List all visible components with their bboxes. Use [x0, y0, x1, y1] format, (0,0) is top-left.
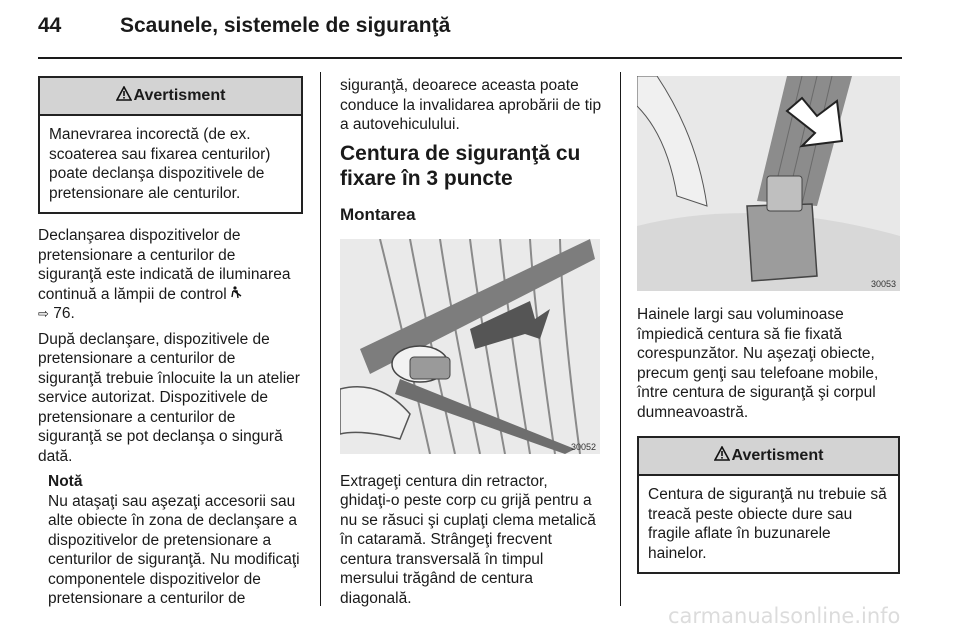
paragraph-pretensioner-indicator [38, 226, 303, 324]
footer-watermark: carmanualsonline.info [668, 604, 901, 628]
seatbelt-fastening-illustration [340, 239, 600, 454]
page-title: Scaunele, sistemele de siguranţă [120, 14, 451, 37]
page-number: 44 [38, 14, 62, 37]
column-3 [637, 76, 902, 574]
warning-body: Centura de siguranţă nu trebuie să treacă peste obiecte dure sau fragile aflate în buzunarele hainelor. [648, 486, 887, 562]
paragraph-fastening: Extrageţi centura din retractor, ghidaţi-o peste corp cu grijă pentru a nu se răsuci şi cuplaţi clema metalică în cataramă. Strângeţi frecvent centura transversală în timpul mersului trăgând de centura diagonală. [340, 472, 596, 607]
cross-reference-arrow-icon: ⇨ [38, 306, 49, 321]
column-divider-right [620, 72, 621, 606]
paragraph-continued: siguranţă, deoarece aceasta poate conduce la invalidarea aprobării de tip a autovehiculului. [340, 77, 602, 133]
paragraph-clothing: Hainele largi sau voluminoase împiedică centura să fie fixată corespunzător. Nu aşezaţi obiecte, precum genţi sau telefoane mobile, între centura de siguranţă şi corpul dumneavoastră. [637, 306, 879, 421]
column-1 [38, 76, 303, 609]
warning-header [40, 78, 301, 116]
warning-title: Avertisment [133, 87, 226, 104]
column-2 [340, 76, 602, 608]
column-divider-left [320, 72, 321, 606]
warning-triangle-icon [116, 86, 132, 106]
seatbelt-control-lamp-icon [231, 286, 243, 303]
warning-title: Avertisment [731, 447, 824, 464]
paragraph-text: Declanşarea dispozitivelor de pretensionare a centurilor de siguranţă este indicată de iluminarea continuă a lămpii de control [38, 227, 291, 303]
paragraph-replacement: După declanşare, dispozitivele de pretensionare a centurilor de siguranţă trebuie înlocuite la un atelier service autorizat. Dispozitivele de pretensionare a centurilor de siguranţă se pot declanşa o singură dată. [38, 330, 300, 465]
warning-header [639, 438, 898, 476]
buckle-illustration [637, 76, 900, 291]
note [48, 472, 303, 609]
note-title: Notă [48, 473, 83, 490]
warning-box [637, 436, 900, 574]
warning-triangle-icon [714, 446, 730, 466]
section-heading: Centura de siguranţă cu fixare în 3 puncte [340, 141, 581, 190]
note-body: Nu ataşaţi sau aşezaţi accesorii sau alte obiecte în zona de declanşare a dispozitivelor de pretensionare a centurilor de siguranţă. Nu modificaţi componentele dispozitivelor de pretensionare a centurilor de [48, 492, 300, 607]
header-rule [38, 57, 902, 59]
cross-reference-page[interactable]: 76. [53, 305, 75, 322]
warning-body: Manevrarea incorectă (de ex. scoaterea sau fixarea centurilor) poate declanşa dispozitivele de pretensionare ale centurilor. [49, 126, 271, 202]
warning-box [38, 76, 303, 214]
section-subheading: Montarea [340, 204, 416, 224]
figure-number: 30053 [870, 279, 896, 289]
figure-number: 30052 [570, 441, 596, 452]
